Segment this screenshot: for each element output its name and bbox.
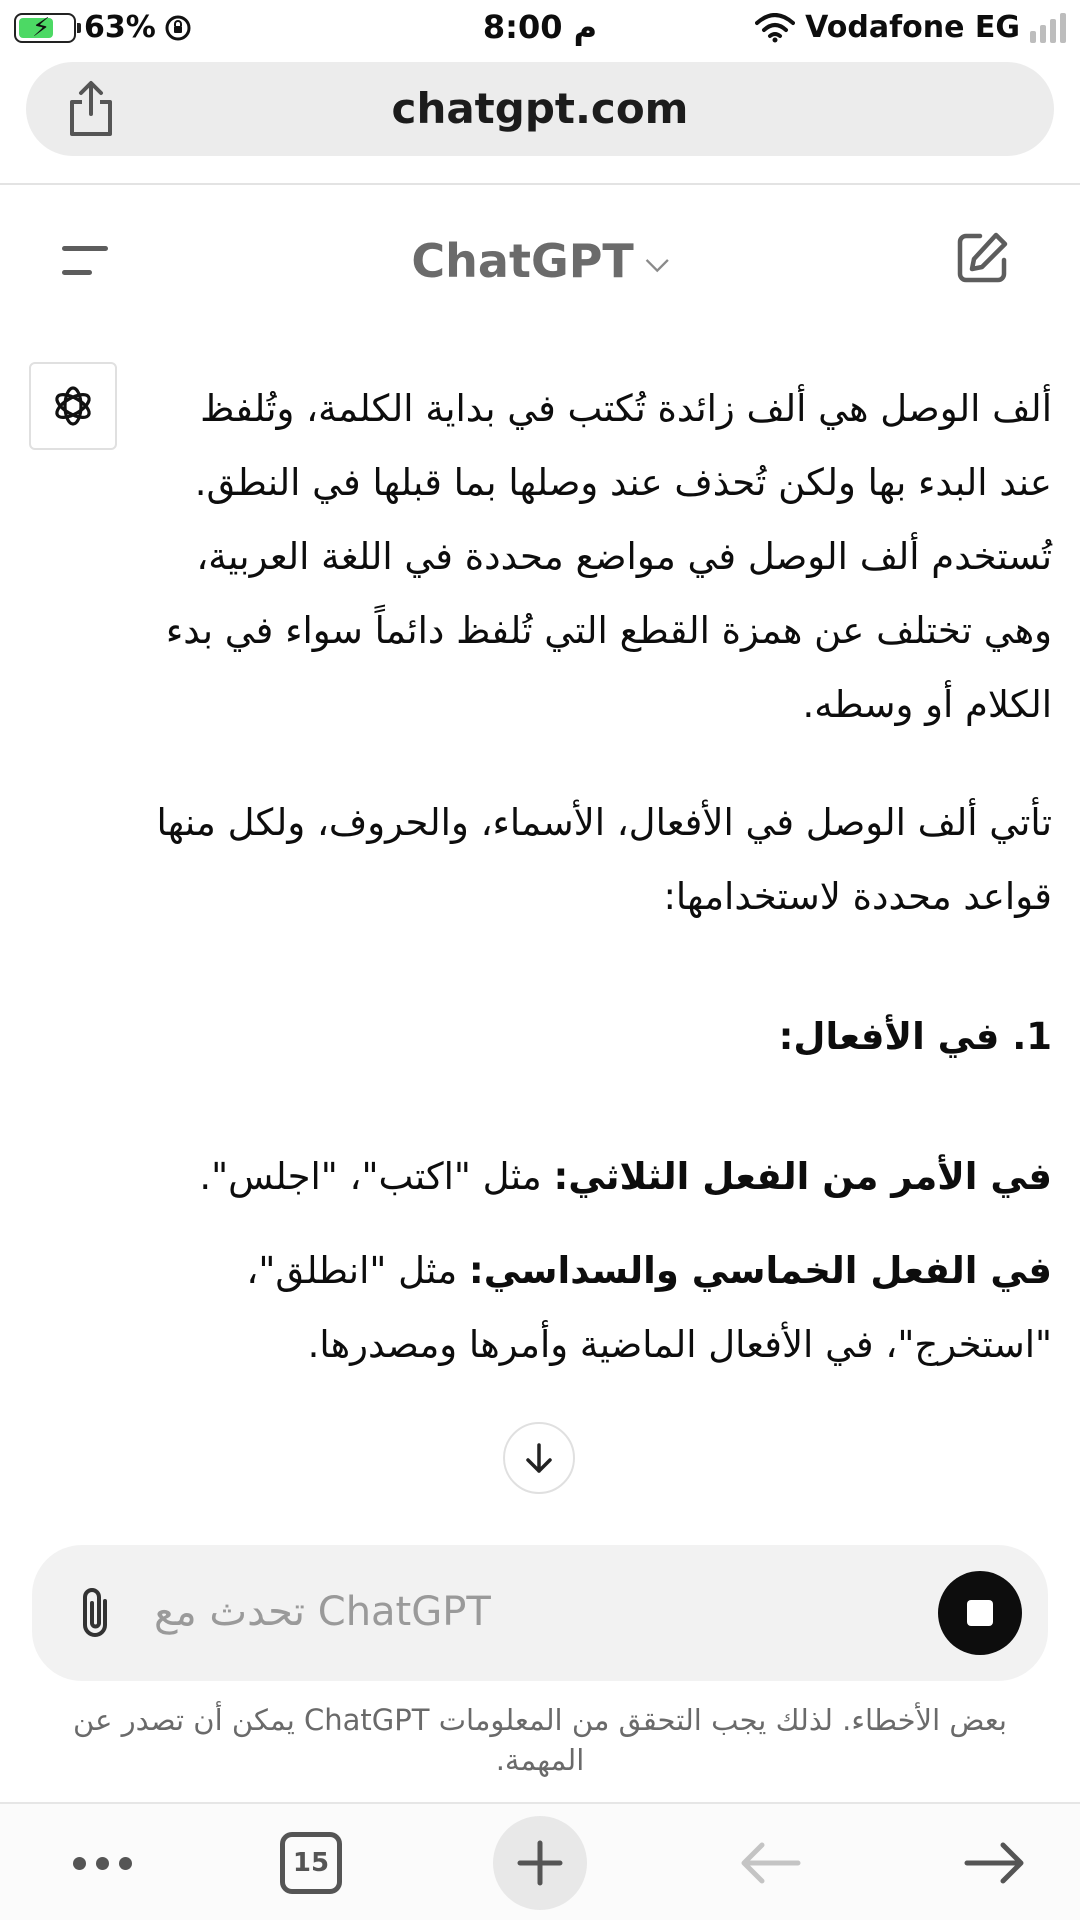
forward-button[interactable]: [955, 1804, 1035, 1920]
list-item: في الفعل الخماسي والسداسي: مثل "انطلق"، "استخرج"، في الأفعال الماضية وأمرها ومصدرها.: [246, 1249, 1052, 1366]
scroll-down-button[interactable]: [503, 1422, 575, 1494]
arrow-left-icon: [738, 1841, 802, 1885]
status-bar: [0, 0, 1080, 56]
model-selector[interactable]: [0, 234, 1080, 288]
tabs-button[interactable]: [278, 1804, 344, 1920]
attach-icon[interactable]: [72, 1585, 120, 1643]
message-paragraph: تأتي ألف الوصل في الأفعال، الأسماء، والحروف، ولكل منها قواعد محددة لاستخدامها:: [156, 801, 1052, 918]
arrow-down-icon: [522, 1441, 556, 1475]
url-text[interactable]: chatgpt.com: [391, 84, 689, 133]
message-composer[interactable]: [32, 1545, 1048, 1681]
signal-icon: [1030, 13, 1066, 43]
stop-icon: [967, 1600, 993, 1626]
carrier-name: Vodafone EG: [805, 10, 1020, 45]
browser-toolbar: [0, 1802, 1080, 1920]
message-input[interactable]: تحدث مع ChatGPT: [154, 1589, 491, 1635]
clock: 8:00 م: [482, 8, 598, 46]
openai-logo-icon: [48, 381, 98, 431]
model-title: ChatGPT: [411, 234, 634, 288]
assistant-avatar: [29, 362, 117, 450]
assistant-message: [140, 372, 1052, 1382]
message-paragraph: ألف الوصل هي ألف زائدة تُكتب في بداية الكلمة، وتُلفظ عند البدء بها ولكن تُحذف عند وصلها بما قبلها في النطق. تُستخدم ألف الوصل في مواضع محددة في اللغة العربية، وهي تختلف عن همزة القطع التي تُلفظ دائماً سواء في بدء الكلام أو وسطه.: [165, 387, 1052, 726]
battery-percent: 63%: [84, 10, 156, 45]
new-tab-button[interactable]: [493, 1804, 587, 1920]
stop-button[interactable]: [938, 1571, 1022, 1655]
chat-header: [0, 200, 1080, 320]
disclaimer: بعض الأخطاء. لذلك يجب التحقق من المعلومات ChatGPT يمكن أن تصدر عن المهمة.: [73, 1703, 1007, 1777]
plus-icon: [516, 1839, 564, 1887]
new-chat-icon[interactable]: [954, 230, 1010, 286]
wifi-icon: [755, 13, 795, 43]
divider: [0, 183, 1080, 185]
arrow-right-icon: [963, 1841, 1027, 1885]
chevron-down-icon: ⌵: [645, 244, 669, 279]
address-bar[interactable]: [26, 62, 1054, 156]
tab-count: 15: [280, 1832, 342, 1894]
battery-icon: ⚡: [14, 13, 76, 43]
back-button[interactable]: [730, 1804, 810, 1920]
section-heading: 1. في الأفعال:: [778, 1015, 1052, 1058]
list-item: في الأمر من الفعل الثلاثي: مثل "اكتب"، "اجلس".: [199, 1155, 1052, 1198]
more-icon[interactable]: [60, 1804, 144, 1920]
